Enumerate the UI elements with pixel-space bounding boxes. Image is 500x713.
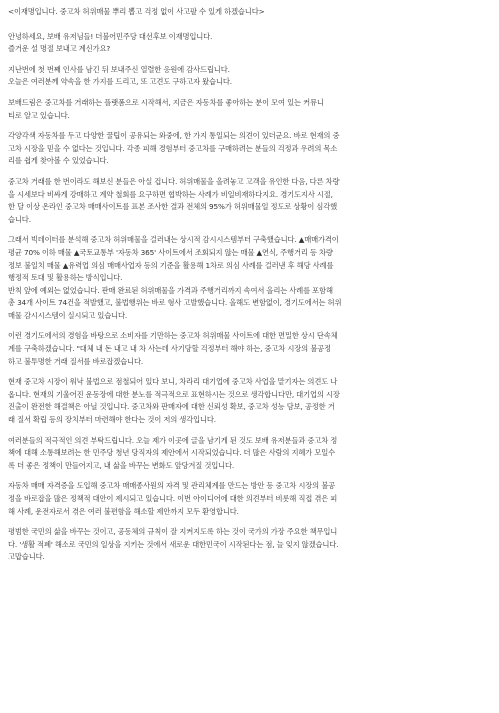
- text-line: 매물 감시시스템이 실시되고 있습니다.: [8, 310, 128, 320]
- text-line: 즐거운 설 명절 보내고 계신가요?: [8, 44, 111, 54]
- paragraph: [8, 435, 491, 473]
- text-line: 지난번에 첫 번째 인사를 남긴 뒤 보내주신 열렬한 응원에 감사드립니다.: [8, 64, 230, 74]
- paragraph-closing: [8, 526, 491, 564]
- text-line: 자동차 매매 자격증을 도입해 중고차 매매종사원의 자격 및 관리체계를 만드는 방안 등 중고차 시장의 불공: [8, 481, 336, 491]
- text-line: 책에 대해 소통해보려는 한 민주당 청년 당직자의 제안에서 시작되었습니다. 더 많은 사람의 지혜가 모일수: [8, 448, 336, 458]
- text-line: 반칙 앞에 예외는 없었습니다. 판매 완료된 허위매물을 가격과 주행거리까지 속여서 올리는 사례를 포함해: [8, 285, 333, 295]
- text-line: 안녕하세요, 보배 유저님들! 더불어민주당 대선후보 이재명입니다.: [8, 31, 213, 41]
- text-line: 정보 불일치 매물 ▲유력업 의심 매매사업자 등의 기준을 활용해 1차로 의심 사례를 걸러낸 후 해당 사례를: [8, 260, 334, 270]
- text-line: 하고 불투명한 거래 질서를 바로잡겠습니다.: [8, 356, 144, 366]
- text-line: 고차 시장을 믿을 수 없다는 것입니다. 각종 피해 경험부터 중고차를 구매하려는 분들의 걱정과 우려의 목소: [8, 143, 338, 153]
- text-line: 습니다.: [8, 214, 31, 224]
- text-line: 계를 구축하겠습니다. "대체 내 돈 내고 내 차 사는데 사기당할 걱정부터 해야 하는, 중고차 시장의 불공정: [8, 344, 331, 354]
- post-title: [8, 6, 491, 19]
- paragraph: [8, 376, 491, 426]
- text-line: 여러분들의 적극적인 의견 부탁드립니다. 오늘 제가 이곳에 글을 남기게 된 것도 보배 유저분들과 중고차 정: [8, 435, 338, 445]
- text-line: 티로 알고 있습니다.: [8, 110, 70, 120]
- paragraph: [8, 64, 491, 89]
- text-line: 다. '생활 적폐' 해소로 국민의 일상을 지키는 것에서 새로운 대한민국이 시작된다는 점, 늘 잊지 않겠습니다.: [8, 539, 339, 549]
- text-line: 현재 중고차 시장이 워낙 불법으로 점철되어 있다 보니, 차라리 대기업에 중고차 사업을 맡기자는 의견도 나: [8, 377, 338, 387]
- text-line: 을 시세보다 비싸게 강매하고 계약 철회를 요구하면 협박하는 사례가 비일비재하다지요. 경기도지사 시절,: [8, 189, 333, 199]
- text-line: 록 더 좋은 정책이 만들어지고, 내 삶을 바꾸는 변화도 앞당겨질 것입니다.: [8, 460, 235, 470]
- paragraph: [8, 176, 491, 226]
- text-line: 각양각색 자동차를 두고 다양한 꿀팁이 공유되는 와중에, 한 가지 통일되는 의견이 있더군요. 바로 현재의 중: [8, 131, 340, 141]
- text-line: 평범한 국민의 삶을 바꾸는 것이고, 공동체의 규칙이 잘 지켜지도록 하는 것이 국가의 가장 주요한 책무입니: [8, 527, 338, 537]
- text-line: 고맙습니다.: [8, 552, 45, 562]
- paragraph: [8, 234, 491, 322]
- text-line: 그래서 빅데이터를 분석해 중고차 허위매물을 걸러내는 상시적 감시시스템부터 구축했습니다. ▲매매가격이: [8, 235, 339, 245]
- text-line: <이재명입니다. 중고차 허위매물 뿌리 뽑고 걱정 없이 사고팔 수 있게 하겠습니다>: [8, 7, 265, 16]
- text-line: 오늘은 여러분께 약속을 한 가지를 드리고, 또 고견도 구하고자 왔습니다.: [8, 77, 232, 87]
- text-line: 평균 70% 이하 매물 ▲국토교통부 '자동차 365' 사이트에서 조회되지 않는 매물 ▲연식, 주행거리 등 차량: [8, 247, 333, 257]
- text-line: 리를 쉽게 찾아볼 수 있었습니다.: [8, 156, 109, 166]
- text-line: 진출이 완전한 해결책은 아닐 것입니다. 중고차와 판매자에 대한 신뢰성 확보, 중고차 성능 담보, 공정한 거: [8, 402, 335, 412]
- text-line: 중고차 거래를 한 번이라도 해보신 분들은 아실 겁니다. 허위매물을 올려놓고 고객을 유인한 다음, 다른 차량: [8, 176, 340, 186]
- text-line: 보배드림은 중고차를 거래하는 플랫폼으로 시작해서, 지금은 자동차를 좋아하는 분이 모여 있는 커뮤니: [8, 97, 324, 107]
- text-line: 행정적 토대 및 활용하는 방식입니다.: [8, 273, 123, 283]
- text-line: 한 달 이상 온라인 중고차 매매사이트를 표본 조사한 결과 전체의 95%가 허위매물일 정도로 상황이 심각했: [8, 202, 337, 212]
- paragraph: [8, 97, 491, 122]
- text-line: 정을 바로잡을 많은 정책적 대안이 제시되고 있습니다. 이번 아이디어에 대한 의견부터 비롯해 직접 겪은 피: [8, 494, 338, 503]
- text-line: 옵니다. 현재의 기울어진 운동장에 대한 분노를 적극적으로 표현하시는 것으로 생각합니다만, 대기업의 시장: [8, 389, 340, 399]
- paragraph: [8, 480, 491, 518]
- text-line: 해 사례, 운전자로서 겪은 여러 불편함을 해소할 제안까지 모두 환영합니다.: [8, 506, 239, 516]
- text-line: 이런 경기도에서의 경험을 바탕으로 소비자를 기만하는 중고차 허위매물 사이트에 대한 면밀한 상시 단속체: [8, 331, 338, 341]
- text-line: 총 34개 사이트 74건을 적발했고, 불법행위는 바로 형사 고발했습니다. 올해도 변함없이, 경기도에서는 허위: [8, 298, 342, 308]
- paragraph: [8, 130, 491, 168]
- paragraph-greeting: [8, 31, 491, 56]
- text-line: 래 질서 확립 등의 장치부터 마련해야 한다는 것이 저의 생각입니다.: [8, 415, 216, 425]
- paragraph: [8, 330, 491, 368]
